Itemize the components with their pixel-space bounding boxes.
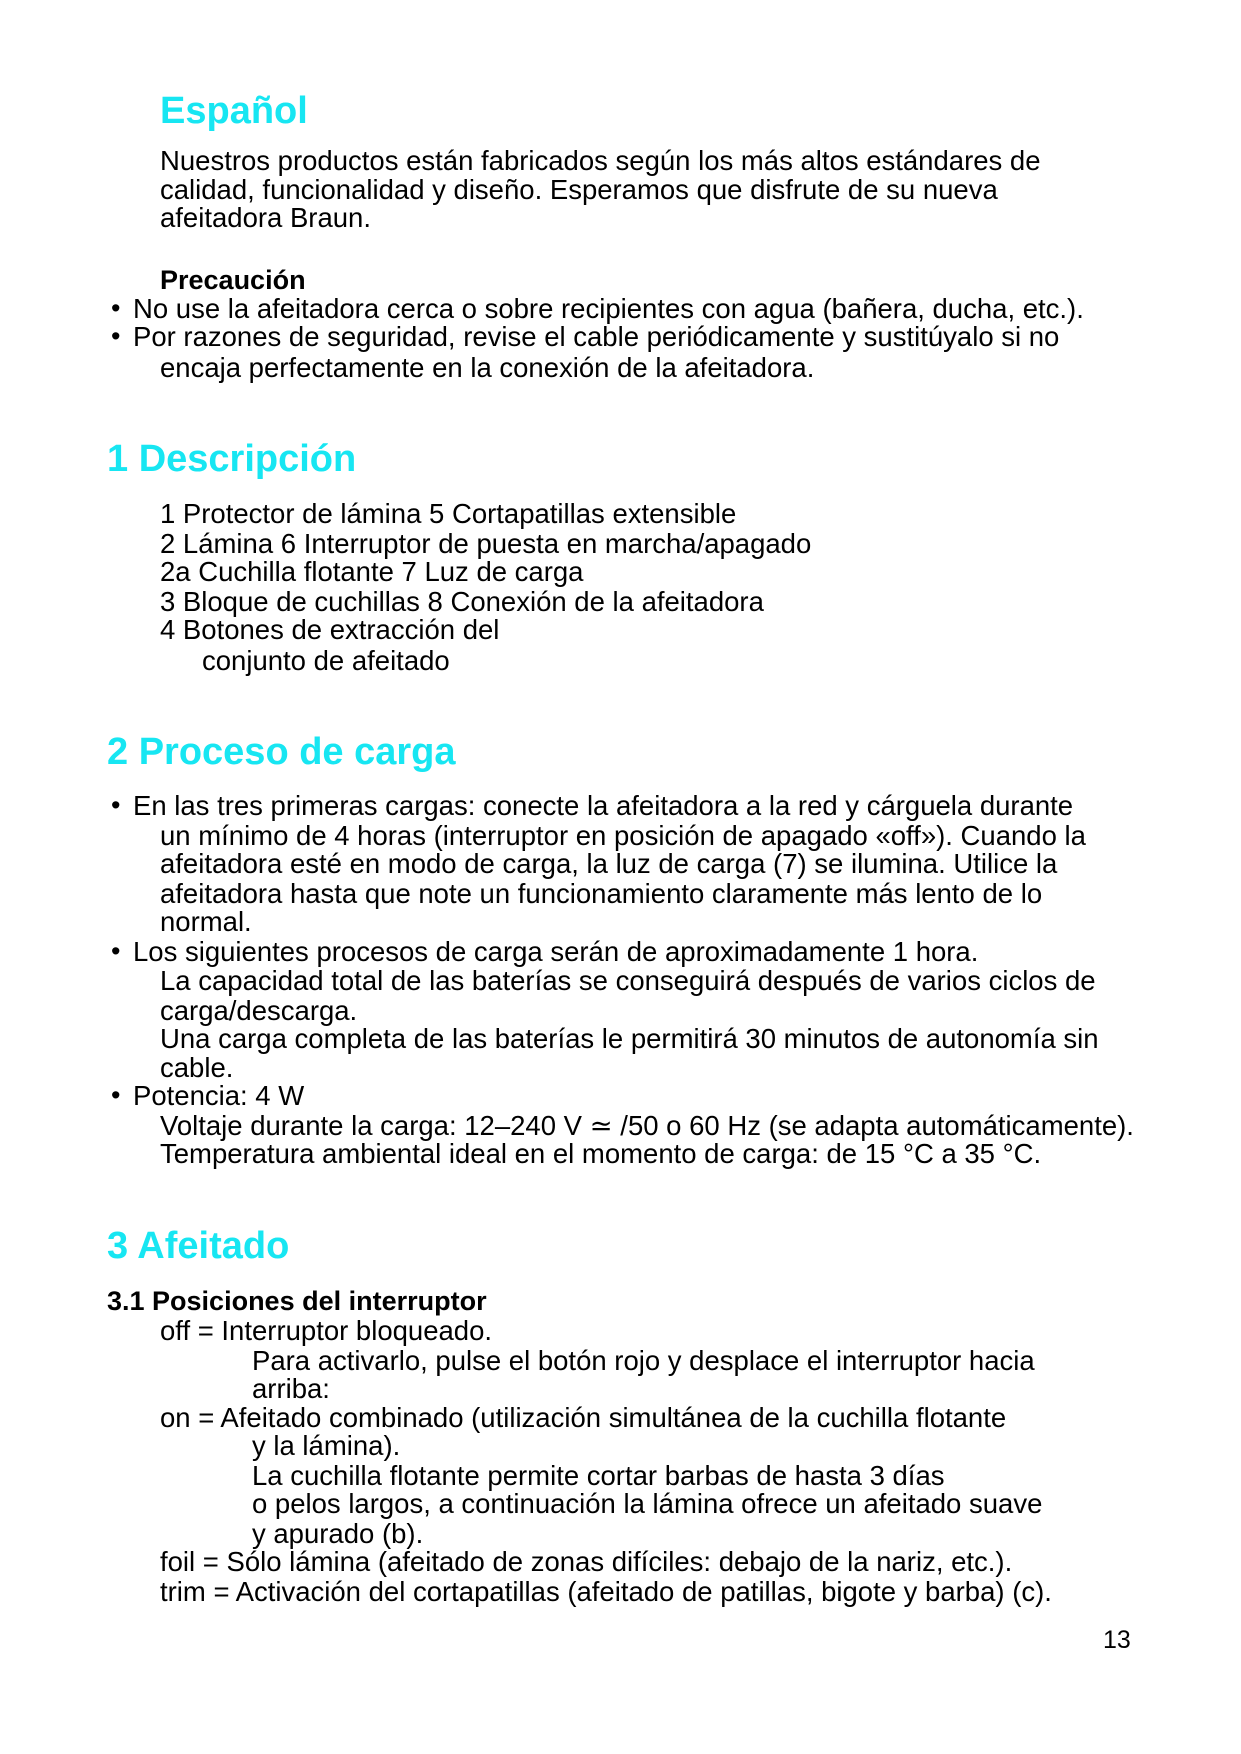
caution-item: No use la afeitadora cerca o sobre recipientes con agua (bañera, ducha, etc.). [133,293,1084,324]
description-item: 4 Botones de extracción del [160,614,500,645]
switch-position-line: o pelos largos, a continuación la lámina ofrece un afeitado suave [252,1488,1043,1519]
description-item: 3 Bloque de cuchillas 8 Conexión de la afeitadora [160,586,764,617]
description-item: 2a Cuchilla flotante 7 Luz de carga [160,556,584,587]
charging-line: un mínimo de 4 horas (interruptor en posición de apagado «off»). Cuando la [160,820,1086,851]
charging-line: Una carga completa de las baterías le permitirá 30 minutos de autonomía sin [160,1023,1099,1054]
description-item: 1 Protector de lámina 5 Cortapatillas extensible [160,498,737,529]
switch-position-line: foil = Sólo lámina (afeitado de zonas difíciles: debajo de la nariz, etc.). [160,1546,1013,1577]
charging-line: carga/descarga. [160,995,358,1026]
caution-item-cont: encaja perfectamente en la conexión de la afeitadora. [160,352,815,383]
intro-line: afeitadora Braun. [160,202,371,233]
charging-line: afeitadora esté en modo de carga, la luz de carga (7) se ilumina. Utilice la [160,848,1058,879]
description-item: 2 Lámina 6 Interruptor de puesta en marcha/apagado [160,528,812,559]
section-heading-shaving: 3 Afeitado [107,1225,290,1267]
charging-line: En las tres primeras cargas: conecte la afeitadora a la red y cárguela durante [133,790,1074,821]
charging-line: La capacidad total de las baterías se conseguirá después de varios ciclos de [160,965,1096,996]
subsection-heading-switch: 3.1 Posiciones del interruptor [107,1286,487,1316]
charging-line: Los siguientes procesos de carga serán de aproximadamente 1 hora. [133,936,979,967]
intro-line: Nuestros productos están fabricados según los más altos estándares de [160,145,1041,176]
bullet-icon: • [111,321,121,351]
charging-line: normal. [160,906,252,937]
language-heading: Español [160,90,308,132]
section-heading-charging: 2 Proceso de carga [107,731,456,773]
switch-position-line: trim = Activación del cortapatillas (afeitado de patillas, bigote y barba) (c). [160,1576,1052,1607]
bullet-icon: • [111,936,121,966]
charging-line: Voltaje durante la carga: 12–240 V ≃ /50 o 60 Hz (se adapta automáticamente). [160,1110,1134,1141]
switch-position-line: off = Interruptor bloqueado. [160,1315,493,1346]
switch-position-line: on = Afeitado combinado (utilización simultánea de la cuchilla flotante [160,1402,1007,1433]
charging-line: cable. [160,1052,234,1083]
charging-line: Potencia: 4 W [133,1080,305,1111]
bullet-icon: • [111,790,121,820]
caution-title: Precaución [160,265,306,295]
switch-position-line: y la lámina). [252,1430,401,1461]
section-heading-description: 1 Descripción [107,438,357,480]
charging-line: Temperatura ambiental ideal en el momento de carga: de 15 °C a 35 °C. [160,1138,1042,1169]
charging-line: afeitadora hasta que note un funcionamiento claramente más lento de lo [160,878,1043,909]
bullet-icon: • [111,1080,121,1110]
intro-line: calidad, funcionalidad y diseño. Esperamos que disfrute de su nueva [160,174,998,205]
caution-item: Por razones de seguridad, revise el cable periódicamente y sustitúyalo si no [133,321,1060,352]
switch-position-line: arriba: [252,1373,330,1404]
description-item: conjunto de afeitado [202,645,450,676]
switch-position-line: Para activarlo, pulse el botón rojo y desplace el interruptor hacia [252,1345,1035,1376]
switch-position-line: y apurado (b). [252,1518,424,1549]
switch-position-line: La cuchilla flotante permite cortar barbas de hasta 3 días [252,1460,945,1491]
bullet-icon: • [111,293,121,323]
page-number: 13 [1103,1626,1131,1654]
